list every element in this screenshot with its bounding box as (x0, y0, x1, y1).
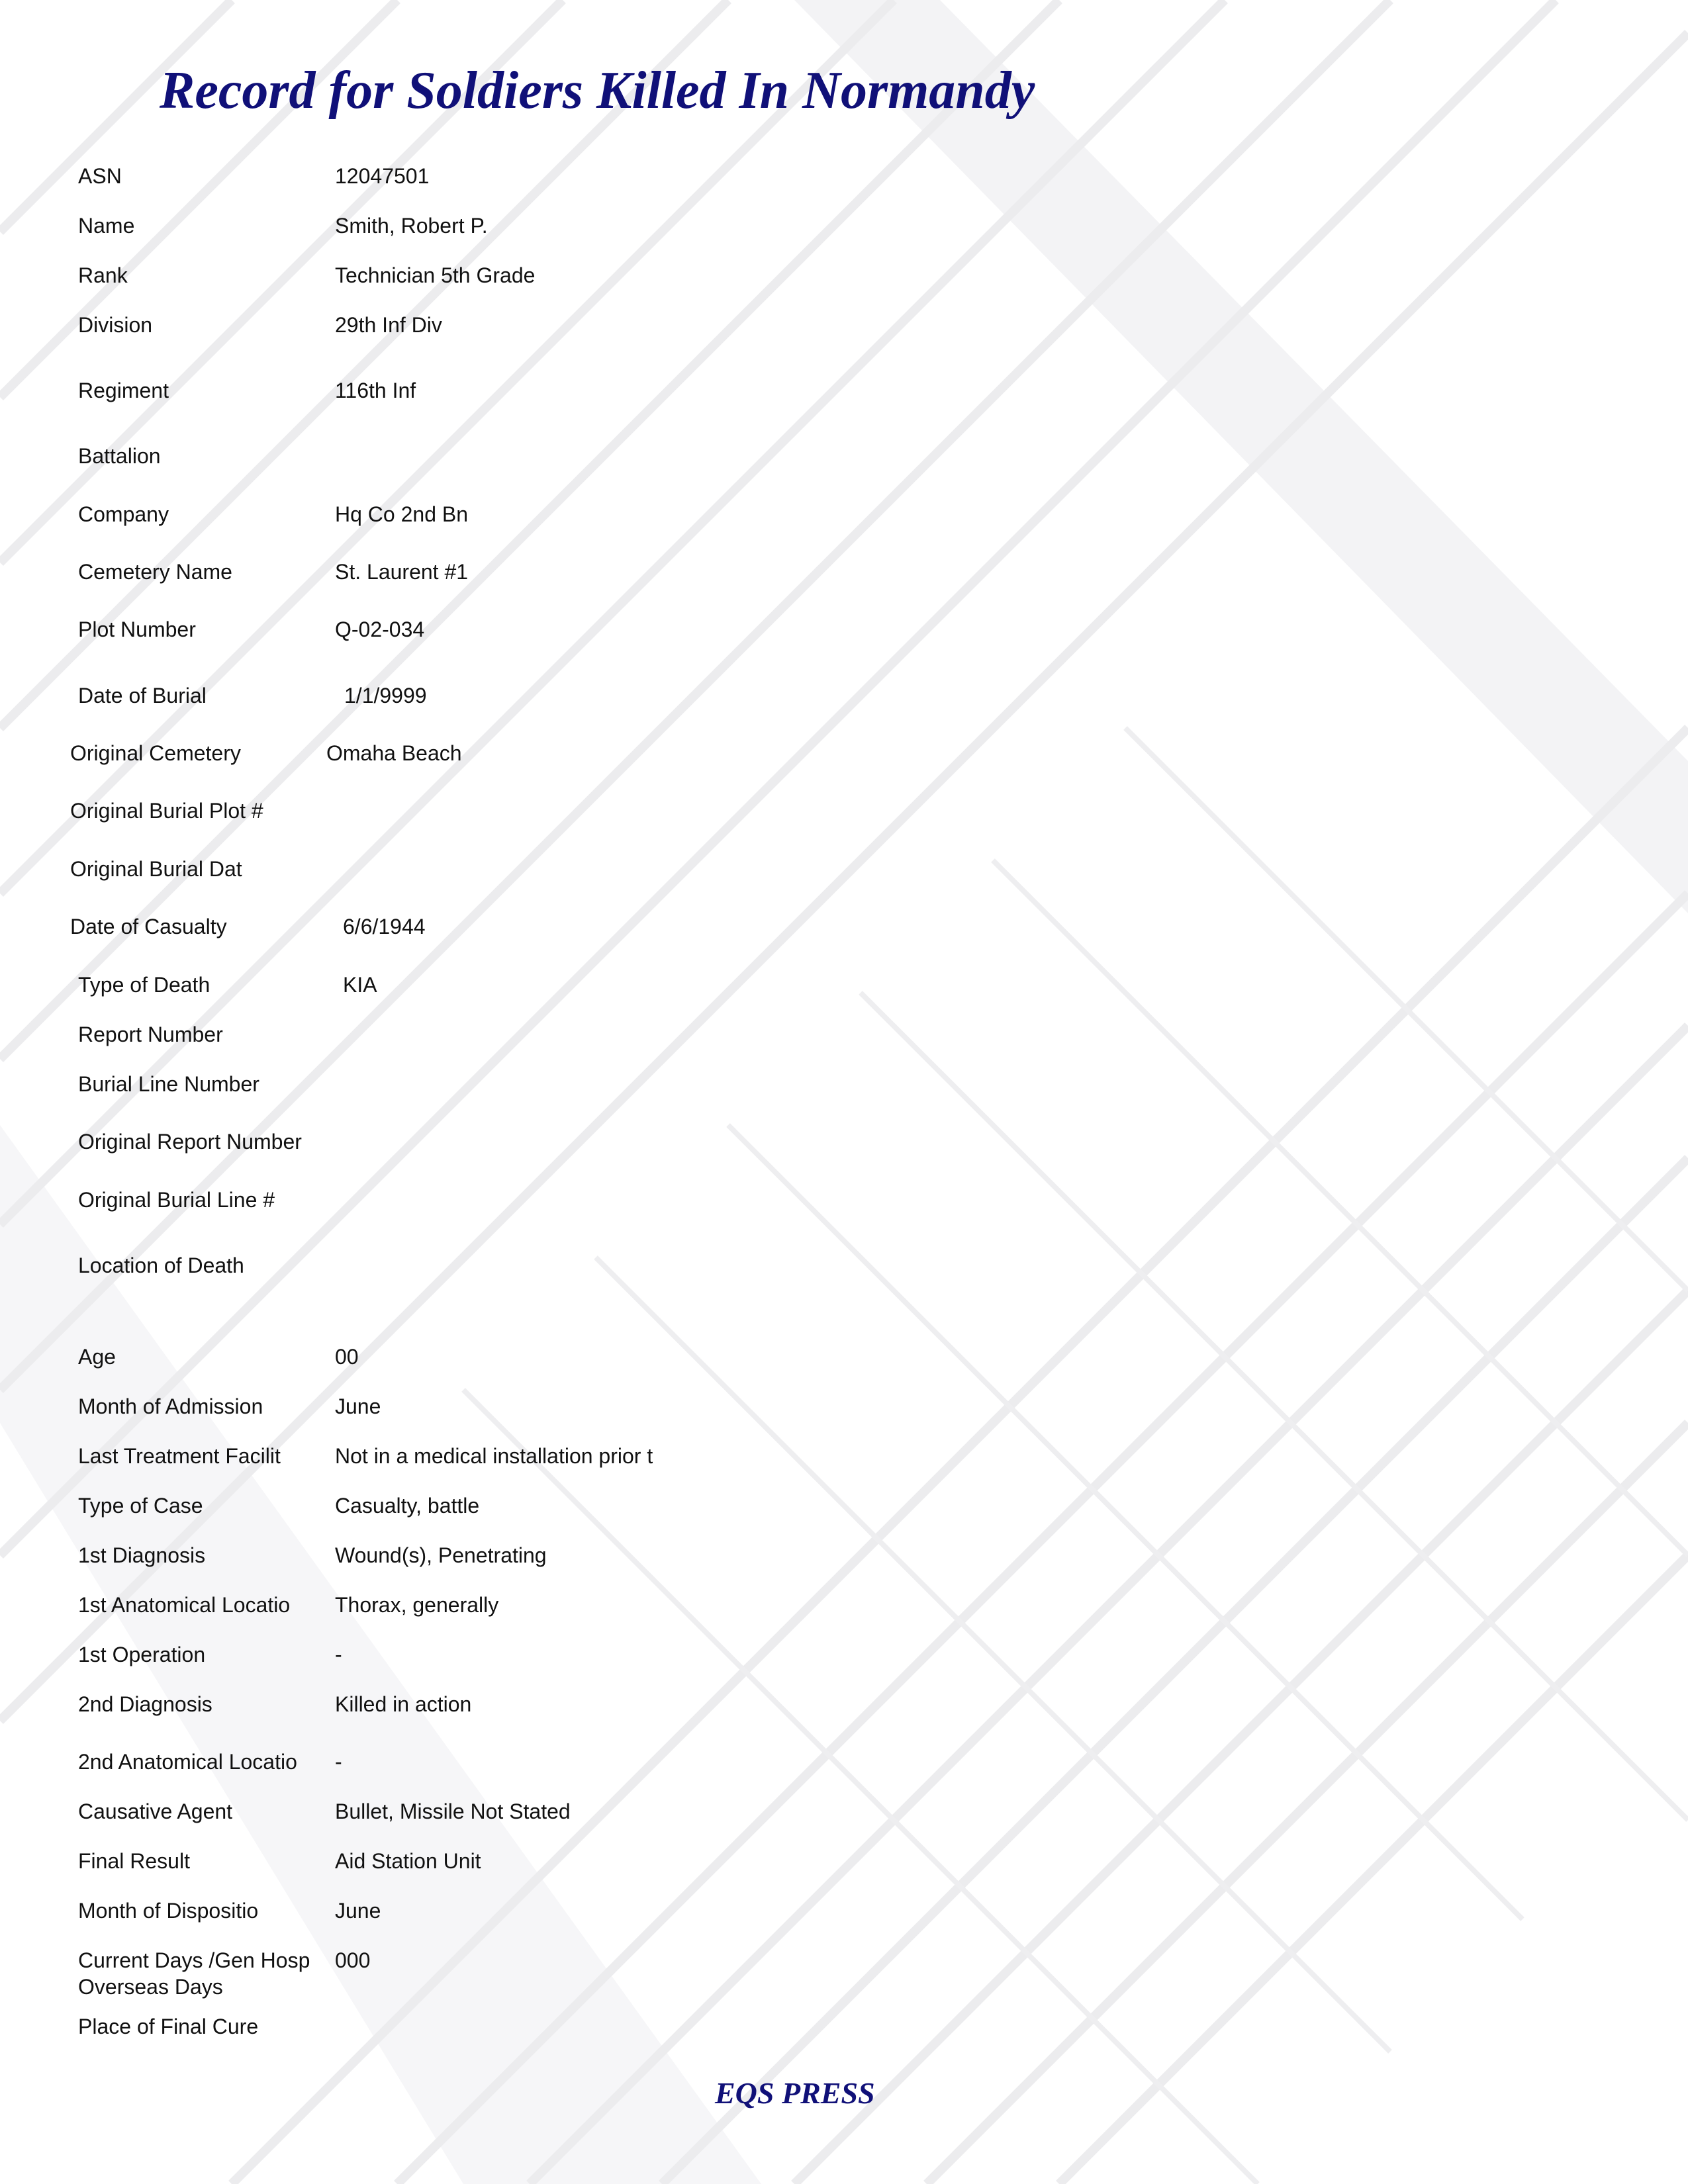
field-value: Technician 5th Grade (335, 263, 536, 287)
field-label: Month of Admission (78, 1394, 263, 1418)
field-label: Plot Number (78, 617, 196, 641)
record-row (0, 163, 1688, 196)
record-row (0, 1897, 1688, 1931)
field-value: KIA (343, 973, 377, 997)
field-label: Report Number (78, 1023, 223, 1046)
field-label: Original Burial Plot # (70, 799, 263, 823)
record-row (0, 212, 1688, 246)
record-row (0, 377, 1688, 410)
field-value: - (335, 1750, 342, 1774)
record-row (0, 1021, 1688, 1054)
record-row (0, 616, 1688, 649)
field-label: 1st Diagnosis (78, 1543, 206, 1567)
record-row (0, 972, 1688, 1005)
field-label: Causative Agent (78, 1799, 233, 1823)
record-row (0, 1798, 1688, 1831)
field-value: June (335, 1899, 381, 1923)
field-label: Original Burial Dat (70, 857, 242, 881)
field-label: Place of Final Cure (78, 2015, 259, 2038)
field-value: 116th Inf (335, 379, 416, 402)
field-value: Bullet, Missile Not Stated (335, 1799, 571, 1823)
record-row (0, 1592, 1688, 1625)
field-label: Company (78, 502, 169, 526)
field-value: Hq Co 2nd Bn (335, 502, 469, 526)
field-label: Rank (78, 263, 128, 287)
record-row (0, 1071, 1688, 1104)
field-label: 2nd Diagnosis (78, 1692, 212, 1716)
field-label: ASN (78, 164, 122, 188)
field-label: Type of Case (78, 1494, 203, 1518)
record-row (0, 1252, 1688, 1285)
field-value: Omaha Beach (326, 741, 462, 765)
field-value: 00 (335, 1345, 359, 1369)
field-value: Wound(s), Penetrating (335, 1543, 547, 1567)
field-label: Battalion (78, 444, 161, 468)
record-row (0, 1848, 1688, 1881)
record-row (0, 856, 1688, 889)
field-value: Aid Station Unit (335, 1849, 481, 1873)
field-label: Name (78, 214, 135, 238)
field-label: Original Burial Line # (78, 1188, 275, 1212)
record-row (0, 1128, 1688, 1161)
field-label: Age (78, 1345, 116, 1369)
record-row (0, 1393, 1688, 1426)
field-label: Division (78, 313, 153, 337)
record-row (0, 2013, 1688, 2046)
field-value: Casualty, battle (335, 1494, 480, 1518)
field-label: Cemetery Name (78, 560, 232, 584)
field-value: 6/6/1944 (343, 915, 426, 938)
record-row (0, 559, 1688, 592)
record-row (0, 682, 1688, 715)
field-value: Q-02-034 (335, 617, 425, 641)
record-row (0, 501, 1688, 534)
record-row (0, 1343, 1688, 1377)
field-label: 1st Anatomical Locatio (78, 1593, 291, 1617)
field-label: 2nd Anatomical Locatio (78, 1750, 297, 1774)
field-label: Regiment (78, 379, 169, 402)
record-row (0, 1691, 1688, 1724)
record-row (0, 1749, 1688, 1782)
record-row (0, 913, 1688, 946)
field-value: Killed in action (335, 1692, 472, 1716)
record-row (0, 1947, 1688, 1999)
field-label: Original Cemetery (70, 741, 241, 765)
field-label: Last Treatment Facilit (78, 1444, 281, 1468)
field-value: Thorax, generally (335, 1593, 499, 1617)
record-row (0, 1542, 1688, 1575)
field-value: Not in a medical installation prior t (335, 1444, 653, 1468)
record-row (0, 312, 1688, 345)
field-label: Location of Death (78, 1253, 244, 1277)
record-row (0, 1443, 1688, 1476)
record-row (0, 1492, 1688, 1525)
field-label: Type of Death (78, 973, 211, 997)
record-row (0, 443, 1688, 476)
field-value: June (335, 1394, 381, 1418)
field-label: Original Report Number (78, 1130, 302, 1154)
field-label: Month of Dispositio (78, 1899, 259, 1923)
field-value: St. Laurent #1 (335, 560, 469, 584)
field-label: Final Result (78, 1849, 190, 1873)
field-value: - (335, 1643, 342, 1666)
field-label: 1st Operation (78, 1643, 206, 1666)
field-label: Burial Line Number (78, 1072, 259, 1096)
field-value: 000 (335, 1948, 371, 1972)
field-label: Date of Burial (78, 684, 207, 707)
field-value: 1/1/9999 (344, 684, 427, 707)
page-title: Record for Soldiers Killed In Normandy (160, 62, 1035, 120)
record-row (0, 262, 1688, 295)
record-row (0, 1187, 1688, 1220)
field-label: Current Days /Gen Hosp Overseas Days (78, 1948, 310, 1999)
field-value: Smith, Robert P. (335, 214, 488, 238)
field-value: 29th Inf Div (335, 313, 442, 337)
field-label: Date of Casualty (70, 915, 227, 938)
field-value: 12047501 (335, 164, 430, 188)
record-row (0, 797, 1688, 831)
record-row (0, 1641, 1688, 1674)
publisher-footer: EQS PRESS (715, 2076, 875, 2110)
record-row (0, 740, 1688, 773)
